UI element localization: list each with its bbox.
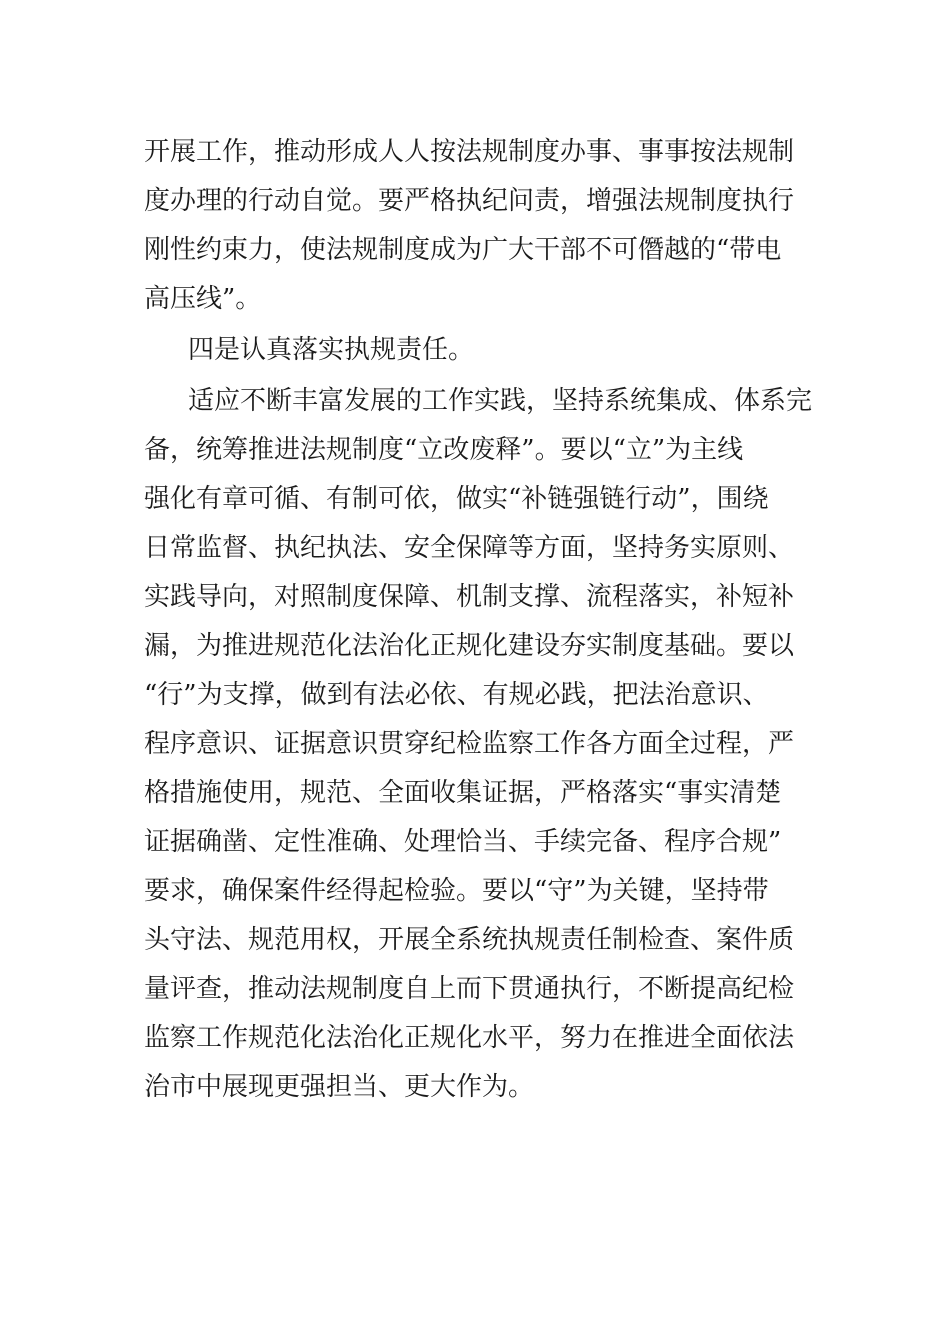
text-line-7: 备，统筹推进法规制度“立改废释”。要以“立”为主线 [144, 435, 744, 465]
text-line-20: 治市中展现更强担当、更大作为。 [144, 1072, 535, 1102]
text-line-10: 实践导向，对照制度保障、机制支撑、流程落实，补短补 [144, 582, 795, 612]
text-line-17: 头守法、规范用权，开展全系统执规责任制检查、案件质 [144, 925, 795, 955]
text-line-9: 日常监督、执纪执法、安全保障等方面，坚持务实原则、 [144, 533, 795, 563]
text-line-19: 监察工作规范化法治化正规化水平，努力在推进全面依法 [144, 1023, 795, 1053]
text-line-1: 开展工作，推动形成人人按法规制度办事、事事按法规制 [144, 137, 795, 167]
text-line-14: 格措施使用，规范、全面收集证据，严格落实“事实清楚 [144, 778, 782, 808]
text-line-16: 要求，确保案件经得起检验。要以“守”为关键，坚持带 [144, 876, 769, 906]
text-line-11: 漏，为推进规范化法治化正规化建设夯实制度基础。要以 [144, 631, 795, 661]
text-line-2: 度办理的行动自觉。要严格执纪问责，增强法规制度执行 [144, 186, 795, 216]
document-body [144, 128, 814, 1112]
text-line-8: 强化有章可循、有制可依，做实“补链强链行动”，围绕 [144, 484, 769, 514]
text-line-4: 高压线”。 [144, 284, 262, 314]
text-line-13: 程序意识、证据意识贯穿纪检监察工作各方面全过程，严 [144, 729, 795, 759]
text-line-18: 量评查，推动法规制度自上而下贯通执行，不断提高纪检 [144, 974, 795, 1004]
text-line-3: 刚性约束力，使法规制度成为广大干部不可僭越的“带电 [144, 235, 782, 265]
text-line-15: 证据确凿、定性准确、处理恰当、手续完备、程序合规” [144, 827, 782, 857]
section-heading: 四是认真落实执规责任。 [188, 335, 475, 365]
text-line-6: 适应不断丰富发展的工作实践，坚持系统集成、体系完 [188, 386, 813, 416]
text-line-12: “行”为支撑，做到有法必依、有规必践，把法治意识、 [144, 680, 769, 710]
